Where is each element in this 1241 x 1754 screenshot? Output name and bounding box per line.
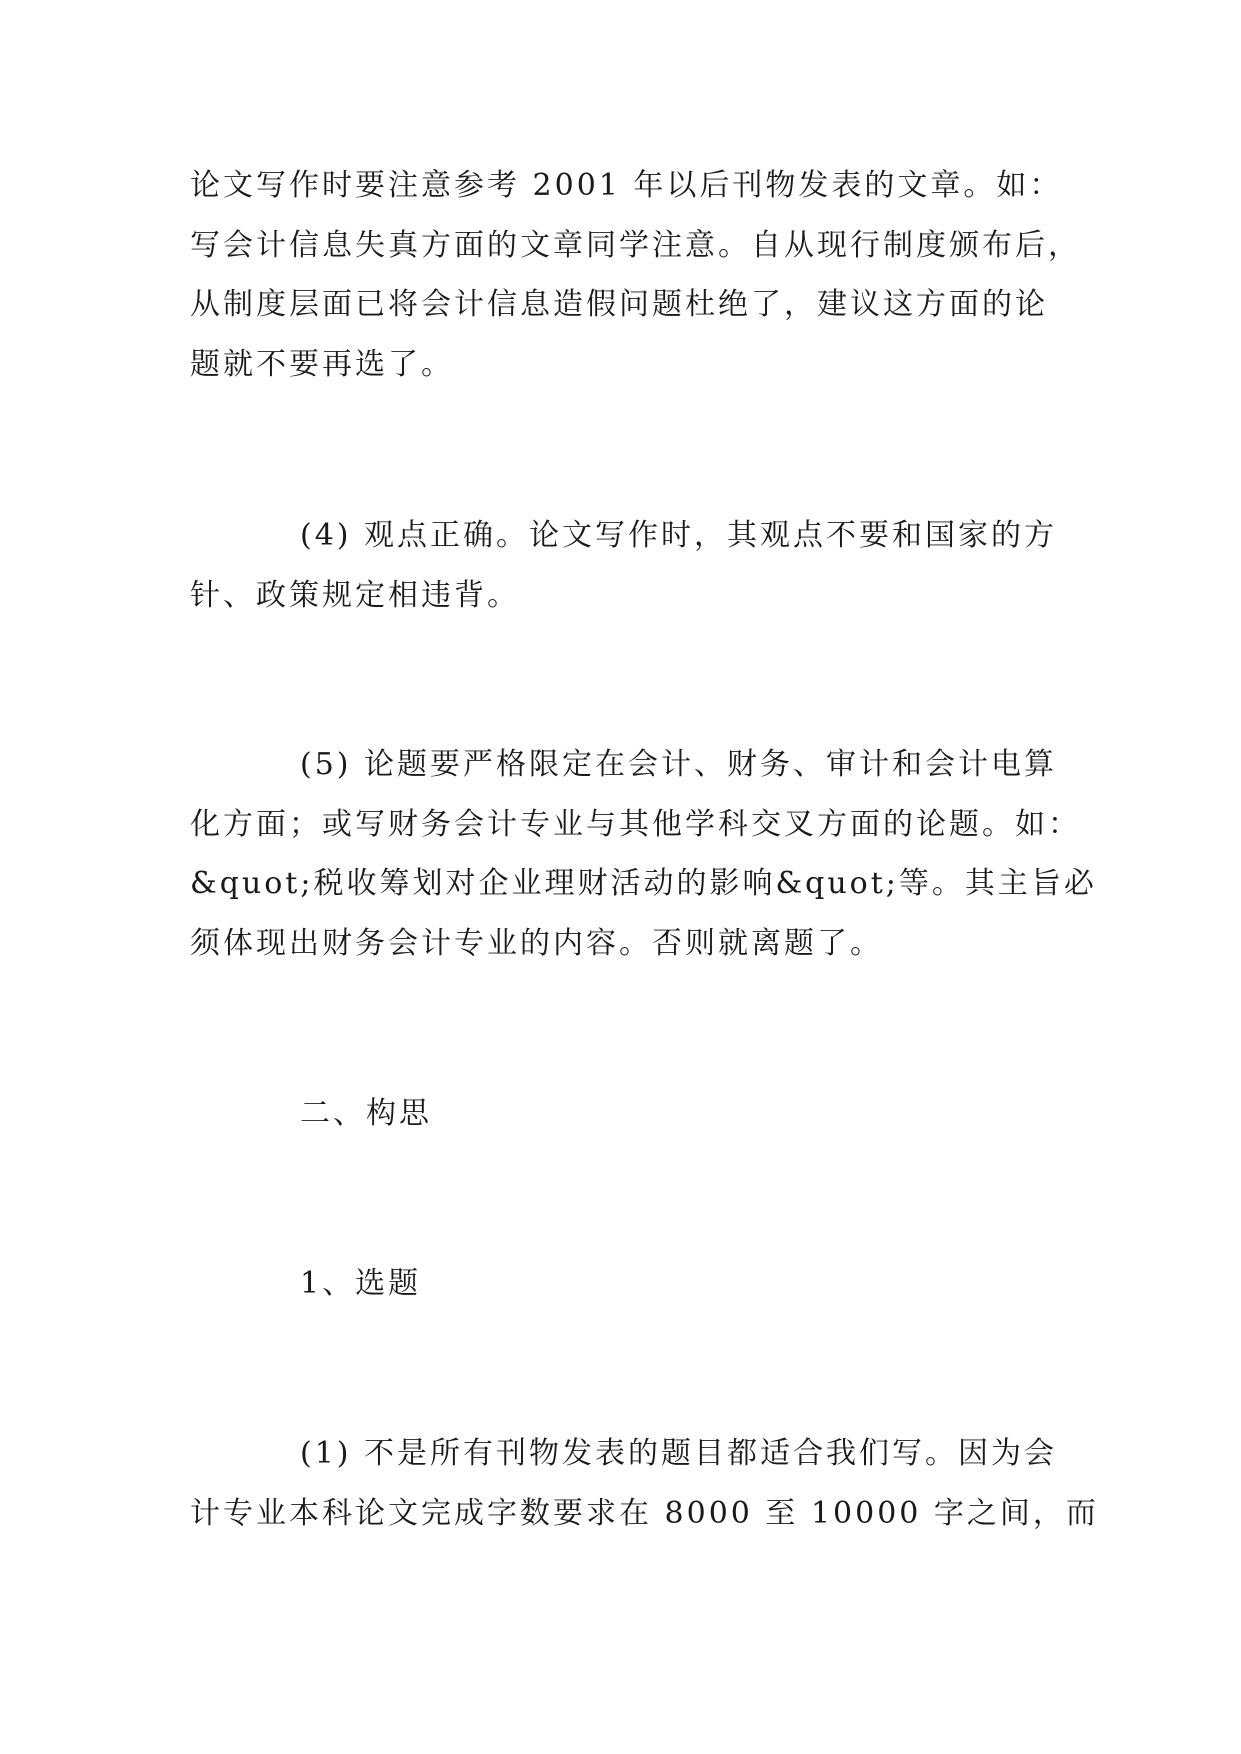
- paragraph-line: 从制度层面已将会计信息造假问题杜绝了，建议这方面的论: [190, 287, 1048, 322]
- section-heading: 二、构思: [300, 1096, 432, 1131]
- paragraph-line: &quot;税收筹划对企业理财活动的影响&quot;等。其主旨必: [190, 866, 1097, 901]
- paragraph-line: 写会计信息失真方面的文章同学注意。自从现行制度颁布后，: [190, 228, 1081, 263]
- paragraph-line: 化方面；或写财务会计专业与其他学科交叉方面的论题。如：: [190, 807, 1081, 842]
- paragraph-line: 计专业本科论文完成字数要求在 8000 至 10000 字之间，而: [190, 1496, 1099, 1531]
- paragraph-line: 题就不要再选了。: [190, 347, 454, 382]
- paragraph-line: 针、政策规定相违背。: [190, 578, 520, 613]
- paragraph-line: (1) 不是所有刊物发表的题目都适合我们写。因为会: [300, 1436, 1058, 1471]
- subsection-heading: 1、选题: [300, 1266, 422, 1301]
- paragraph-line: (5) 论题要严格限定在会计、财务、审计和会计电算: [300, 747, 1058, 782]
- paragraph-line: 论文写作时要注意参考 2001 年以后刊物发表的文章。如：: [190, 168, 1063, 203]
- paragraph-line: 须体现出财务会计专业的内容。否则就离题了。: [190, 926, 883, 961]
- paragraph-line: (4) 观点正确。论文写作时，其观点不要和国家的方: [300, 518, 1058, 553]
